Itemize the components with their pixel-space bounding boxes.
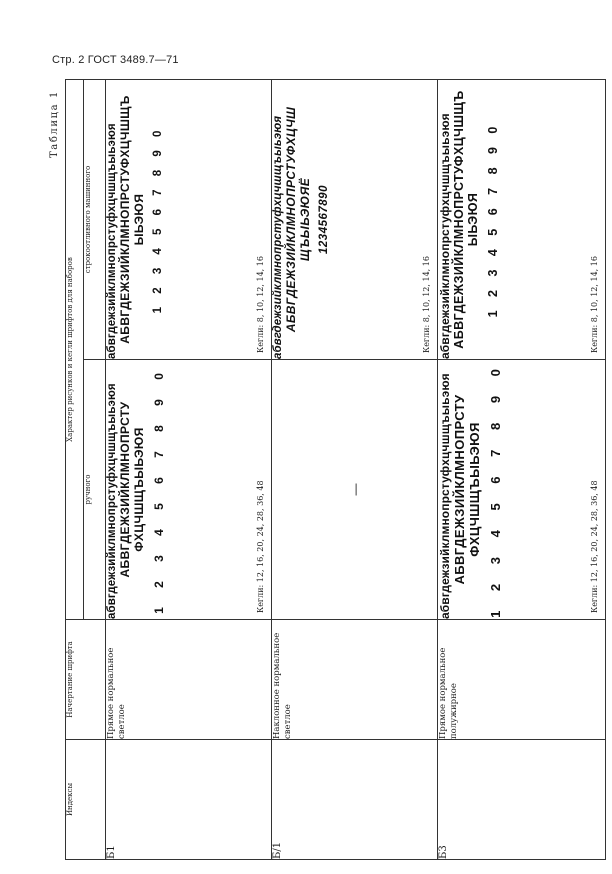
machine-sample [272, 80, 438, 360]
header-machine: строкоотливного машинного [84, 80, 106, 360]
sample-uppercase-2: ФХЦЧШЩЪЫЬЭЮЯ [467, 422, 482, 557]
sample-uppercase-1: АБВГДЕЖЗИЙКЛМНОПРСТУ [118, 401, 132, 578]
sample-uppercase-2: ЩЪЫЬЭЮЯЁ [298, 177, 312, 262]
font-table [65, 79, 606, 860]
rotated-table-area [45, 80, 605, 860]
sample-uppercase-1: АБВГДЕЖЗИЙКЛМНОПРСТУФХЦЧШ [284, 106, 298, 333]
row-style-name: Наклонное нормальное светлое [272, 620, 438, 740]
sample-digits: 1 2 3 4 5 6 7 8 9 0 [488, 361, 503, 618]
sample-lowercase: абвгдежзийклмнопрстуфхцчшщъыьэюя [438, 113, 452, 359]
sample-uppercase-2: ЫЬЭЮЯ [132, 193, 146, 246]
header-style: Начертание шрифта [66, 620, 106, 740]
sample-lowercase: абвгдежзийклмнопрстуфхцчшщъыьэюя [106, 123, 118, 359]
row-index: Б1 [106, 740, 272, 860]
sample-lowercase: абвгдежзийклмнопрстуфхцчшщъыьэюя [272, 115, 284, 359]
header-manual: ручного [84, 360, 106, 620]
manual-sizes: Кегли: 12, 16, 20, 24, 28, 36, 48 [590, 480, 599, 613]
table-label: Таблица 1 [49, 90, 60, 159]
manual-sample [438, 360, 606, 620]
sample-digits: 1234567890 [318, 185, 330, 254]
table-row [106, 80, 272, 860]
machine-sizes: Кегли: 8, 10, 12, 14, 16 [590, 256, 599, 353]
machine-sizes: Кегли: 8, 10, 12, 14, 16 [256, 256, 265, 353]
header-character: Характер рисунков и кегли шрифтов для наборов [66, 80, 84, 620]
row-style-name: Прямое нормальное светлое [106, 620, 272, 740]
sample-digits: 1 2 3 4 5 6 7 8 9 0 [152, 365, 166, 614]
manual-sample [106, 360, 272, 620]
sample-uppercase-2: ЫЬЭЮЯ [466, 192, 480, 247]
empty-mark: — [347, 483, 362, 496]
machine-sample [438, 80, 606, 360]
machine-sample [106, 80, 272, 360]
machine-sizes: Кегли: 8, 10, 12, 14, 16 [422, 256, 431, 353]
row-style-name: Прямое нормальное полужирное [438, 620, 606, 740]
sample-lowercase: абвгдежзийклмнопрстуфхцчшщъыьэюя [106, 383, 118, 619]
page-header: Стр. 2 ГОСТ 3489.7—71 [52, 54, 179, 66]
sample-uppercase-2: ФХЦЧШЩЪЫЬЭЮЯ [132, 427, 146, 552]
sample-uppercase-1: АБВГДЕЖЗИЙКЛМНОПРСТУФХЦЧШЩЪ [118, 95, 132, 344]
sample-uppercase-1: АБВГДЕЖЗИЙКЛМНОПРСТУФХЦЧШЩЪ [452, 90, 466, 349]
table-row [438, 80, 606, 860]
sample-digits: 1 2 3 4 5 6 7 8 9 0 [152, 125, 164, 314]
header-index: Индексы [66, 740, 106, 860]
manual-sizes: Кегли: 12, 16, 20, 24, 28, 36, 48 [256, 480, 265, 613]
row-index: Б/1 [272, 740, 438, 860]
sample-uppercase-1: АБВГДЕЖЗИЙКЛМНОПРСТУ [452, 394, 467, 585]
sample-lowercase: абвгдежзийклмнопрстуфхцчшщъыьэюя [438, 373, 452, 619]
sample-digits: 1 2 3 4 5 6 7 8 9 0 [486, 121, 500, 318]
table-row [272, 80, 438, 860]
manual-sample [272, 360, 438, 620]
row-index: Б3 [438, 740, 606, 860]
header-row-top [66, 80, 84, 860]
